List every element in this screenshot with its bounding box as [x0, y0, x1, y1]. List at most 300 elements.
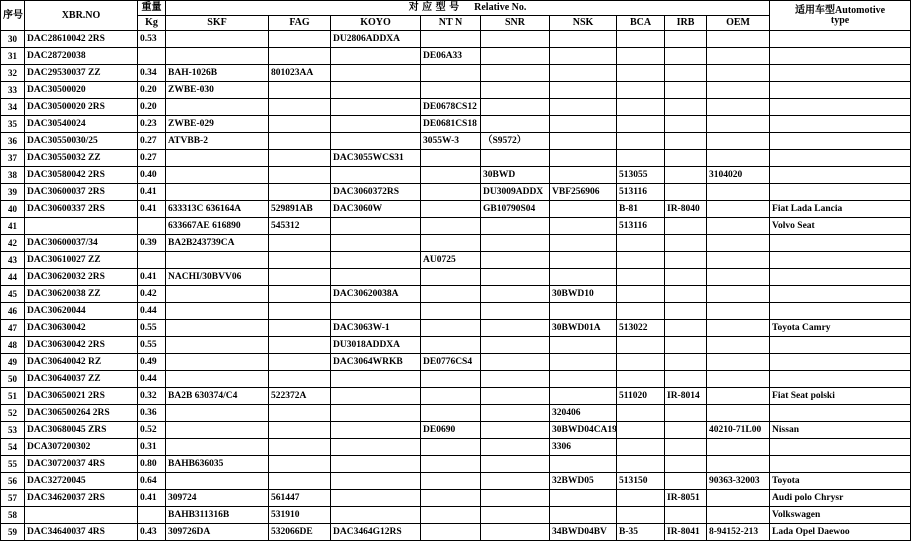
cell-koyo: DU2806ADDXA	[331, 31, 421, 48]
cell-kg: 0.41	[138, 269, 166, 286]
cell-bca	[617, 48, 665, 65]
cell-koyo	[331, 371, 421, 388]
cell-skf	[166, 99, 269, 116]
cell-skf	[166, 320, 269, 337]
cell-xbr: DAC30640042 RZ	[25, 354, 138, 371]
cell-no: 33	[1, 82, 25, 99]
cell-ntn	[421, 82, 481, 99]
cell-nsk	[550, 235, 617, 252]
cell-nsk	[550, 354, 617, 371]
cell-bca	[617, 286, 665, 303]
cell-kg	[138, 252, 166, 269]
cell-skf: 633667AE 616890	[166, 218, 269, 235]
cell-fag	[269, 354, 331, 371]
cell-snr	[481, 405, 550, 422]
cell-kg	[138, 48, 166, 65]
cell-bca	[617, 116, 665, 133]
cell-fag	[269, 269, 331, 286]
cell-oem	[707, 65, 770, 82]
cell-oem	[707, 371, 770, 388]
cell-type	[770, 286, 911, 303]
cell-oem	[707, 218, 770, 235]
cell-bca	[617, 252, 665, 269]
cell-ntn	[421, 269, 481, 286]
brand-header-fag: FAG	[269, 16, 331, 31]
cell-bca: B-35	[617, 524, 665, 541]
cell-snr	[481, 490, 550, 507]
cell-bca: 513055	[617, 167, 665, 184]
cell-nsk	[550, 82, 617, 99]
cell-skf	[166, 371, 269, 388]
cell-irb	[665, 337, 707, 354]
cell-kg: 0.44	[138, 371, 166, 388]
cell-snr: （S9572）	[481, 133, 550, 150]
table-row	[1, 48, 911, 65]
cell-skf	[166, 439, 269, 456]
cell-xbr: DAC30600337 2RS	[25, 201, 138, 218]
cell-snr	[481, 235, 550, 252]
cell-kg: 0.20	[138, 99, 166, 116]
table-row	[1, 524, 911, 541]
cell-irb	[665, 133, 707, 150]
cell-no: 50	[1, 371, 25, 388]
cell-nsk	[550, 507, 617, 524]
cell-skf: ZWBE-030	[166, 82, 269, 99]
cell-irb: IR-8040	[665, 201, 707, 218]
cell-xbr: DAC34620037 2RS	[25, 490, 138, 507]
cell-irb	[665, 65, 707, 82]
cell-type	[770, 235, 911, 252]
cell-bca	[617, 371, 665, 388]
cell-oem	[707, 388, 770, 405]
cell-snr	[481, 65, 550, 82]
cell-no: 46	[1, 303, 25, 320]
cell-bca	[617, 65, 665, 82]
table-row	[1, 388, 911, 405]
cell-type	[770, 99, 911, 116]
cell-nsk	[550, 99, 617, 116]
cell-snr	[481, 524, 550, 541]
cell-no: 44	[1, 269, 25, 286]
cell-snr: DU3009ADDX	[481, 184, 550, 201]
cell-ntn	[421, 371, 481, 388]
cell-ntn	[421, 31, 481, 48]
table-row	[1, 405, 911, 422]
cell-no: 58	[1, 507, 25, 524]
cell-bca: 511020	[617, 388, 665, 405]
cell-oem	[707, 507, 770, 524]
cell-fag	[269, 252, 331, 269]
cell-skf	[166, 405, 269, 422]
cell-skf	[166, 473, 269, 490]
cell-no: 40	[1, 201, 25, 218]
table-row	[1, 286, 911, 303]
cell-irb	[665, 167, 707, 184]
cell-fag: 532066DE	[269, 524, 331, 541]
cell-type	[770, 116, 911, 133]
cell-nsk: 320406	[550, 405, 617, 422]
table-row	[1, 269, 911, 286]
table-row	[1, 456, 911, 473]
type-header: 适用车型Automotive type	[770, 1, 911, 31]
cell-ntn: DE0690	[421, 422, 481, 439]
cell-irb: IR-8051	[665, 490, 707, 507]
cell-koyo: DAC3060372RS	[331, 184, 421, 201]
cell-no: 55	[1, 456, 25, 473]
cell-koyo	[331, 99, 421, 116]
cell-skf: 633313C 636164A	[166, 201, 269, 218]
table-row	[1, 218, 911, 235]
table-row	[1, 201, 911, 218]
cell-type: Lada Opel Daewoo	[770, 524, 911, 541]
cell-skf	[166, 354, 269, 371]
cell-ntn: 3055W-3	[421, 133, 481, 150]
cell-type	[770, 405, 911, 422]
cell-bca	[617, 422, 665, 439]
cell-no: 47	[1, 320, 25, 337]
cell-xbr: DCA307200302	[25, 439, 138, 456]
cell-fag	[269, 473, 331, 490]
cell-kg: 0.41	[138, 184, 166, 201]
cell-nsk	[550, 48, 617, 65]
cell-type: Fiat Lada Lancia	[770, 201, 911, 218]
cell-type	[770, 354, 911, 371]
cell-oem	[707, 235, 770, 252]
cell-ntn	[421, 286, 481, 303]
cell-no: 49	[1, 354, 25, 371]
cell-irb	[665, 286, 707, 303]
cell-koyo	[331, 48, 421, 65]
cell-xbr: DAC30580042 2RS	[25, 167, 138, 184]
cell-irb	[665, 507, 707, 524]
weight-unit-header: Kg	[138, 16, 166, 31]
cell-bca	[617, 99, 665, 116]
cell-xbr: DAC30640037 ZZ	[25, 371, 138, 388]
cell-oem	[707, 150, 770, 167]
cell-oem: 40210-71L00	[707, 422, 770, 439]
cell-oem	[707, 303, 770, 320]
cell-oem	[707, 99, 770, 116]
cell-ntn	[421, 456, 481, 473]
cell-type	[770, 252, 911, 269]
cell-xbr: DAC30550030/25	[25, 133, 138, 150]
cell-xbr: DAC30610027 ZZ	[25, 252, 138, 269]
cell-koyo	[331, 167, 421, 184]
cell-oem	[707, 31, 770, 48]
cell-koyo	[331, 269, 421, 286]
cell-ntn	[421, 337, 481, 354]
cell-xbr: DAC34640037 4RS	[25, 524, 138, 541]
cell-type	[770, 65, 911, 82]
cell-no: 35	[1, 116, 25, 133]
cell-oem	[707, 201, 770, 218]
cell-ntn	[421, 65, 481, 82]
cell-nsk	[550, 167, 617, 184]
cell-fag: 529891AB	[269, 201, 331, 218]
cell-fag	[269, 320, 331, 337]
cell-kg: 0.40	[138, 167, 166, 184]
cell-ntn	[421, 218, 481, 235]
cell-type	[770, 82, 911, 99]
cell-irb	[665, 116, 707, 133]
cell-irb	[665, 48, 707, 65]
table-row	[1, 337, 911, 354]
cell-oem: 3104020	[707, 167, 770, 184]
cell-bca	[617, 303, 665, 320]
table-body	[1, 31, 911, 541]
cell-xbr: DAC30630042 2RS	[25, 337, 138, 354]
cell-ntn	[421, 473, 481, 490]
cell-bca	[617, 354, 665, 371]
cell-snr	[481, 422, 550, 439]
cell-xbr: DAC30680045 ZRS	[25, 422, 138, 439]
cell-irb	[665, 269, 707, 286]
cell-kg	[138, 507, 166, 524]
cell-skf	[166, 252, 269, 269]
cell-koyo	[331, 456, 421, 473]
cell-fag	[269, 456, 331, 473]
cell-ntn: DE0776CS4	[421, 354, 481, 371]
cell-irb	[665, 422, 707, 439]
cell-type	[770, 48, 911, 65]
cell-snr	[481, 439, 550, 456]
cell-fag	[269, 82, 331, 99]
cell-snr	[481, 150, 550, 167]
cell-kg: 0.49	[138, 354, 166, 371]
cell-oem	[707, 354, 770, 371]
cell-skf	[166, 48, 269, 65]
cell-no: 56	[1, 473, 25, 490]
cell-oem	[707, 337, 770, 354]
cell-koyo	[331, 507, 421, 524]
cell-xbr: DAC30620044	[25, 303, 138, 320]
cell-fag	[269, 167, 331, 184]
cell-fag	[269, 235, 331, 252]
cell-fag: 561447	[269, 490, 331, 507]
cell-xbr: DAC30550032 ZZ	[25, 150, 138, 167]
cell-xbr: DAC28610042 2RS	[25, 31, 138, 48]
cell-ntn	[421, 167, 481, 184]
table-row	[1, 320, 911, 337]
cell-koyo: DAC3063W-1	[331, 320, 421, 337]
cell-no: 37	[1, 150, 25, 167]
cell-no: 43	[1, 252, 25, 269]
cell-xbr: DAC29530037 ZZ	[25, 65, 138, 82]
cell-fag	[269, 150, 331, 167]
cell-ntn	[421, 405, 481, 422]
cell-nsk	[550, 31, 617, 48]
cell-xbr	[25, 507, 138, 524]
brand-header-ntn: NT N	[421, 16, 481, 31]
cell-nsk	[550, 269, 617, 286]
cell-nsk	[550, 218, 617, 235]
cell-oem	[707, 252, 770, 269]
brand-header-koyo: KOYO	[331, 16, 421, 31]
cell-nsk	[550, 150, 617, 167]
cell-fag: 531910	[269, 507, 331, 524]
cell-fag: 545312	[269, 218, 331, 235]
cell-kg: 0.55	[138, 320, 166, 337]
cell-fag: 801023AA	[269, 65, 331, 82]
cell-bca	[617, 269, 665, 286]
cell-snr	[481, 456, 550, 473]
cell-ntn	[421, 303, 481, 320]
table-row	[1, 184, 911, 201]
cell-irb	[665, 320, 707, 337]
table-row	[1, 99, 911, 116]
cell-nsk	[550, 133, 617, 150]
cell-oem	[707, 439, 770, 456]
cell-fag	[269, 286, 331, 303]
cell-snr	[481, 337, 550, 354]
cell-koyo: DAC3060W	[331, 201, 421, 218]
cell-type: Nissan	[770, 422, 911, 439]
cell-kg: 0.36	[138, 405, 166, 422]
cell-no: 42	[1, 235, 25, 252]
cell-snr	[481, 354, 550, 371]
cell-koyo: DAC3464G12RS	[331, 524, 421, 541]
table-row	[1, 303, 911, 320]
cell-type	[770, 31, 911, 48]
cell-bca	[617, 439, 665, 456]
cell-xbr: DAC30600037 2RS	[25, 184, 138, 201]
cell-snr	[481, 507, 550, 524]
cell-skf	[166, 184, 269, 201]
cell-type	[770, 371, 911, 388]
cell-type: Audi polo Chrysr	[770, 490, 911, 507]
cell-nsk: 34BWD04BV	[550, 524, 617, 541]
cell-ntn: DE0678CS12	[421, 99, 481, 116]
cell-no: 51	[1, 388, 25, 405]
cell-xbr: DAC30650021 2RS	[25, 388, 138, 405]
cell-irb	[665, 303, 707, 320]
cell-snr	[481, 371, 550, 388]
cell-ntn	[421, 439, 481, 456]
cell-xbr	[25, 218, 138, 235]
cell-kg: 0.80	[138, 456, 166, 473]
cell-irb	[665, 82, 707, 99]
table-row	[1, 252, 911, 269]
cell-snr	[481, 82, 550, 99]
cell-oem	[707, 116, 770, 133]
cell-nsk: VBF256906	[550, 184, 617, 201]
cell-bca	[617, 337, 665, 354]
cell-nsk	[550, 371, 617, 388]
cell-bca: B-81	[617, 201, 665, 218]
table-row	[1, 31, 911, 48]
table-row	[1, 507, 911, 524]
brand-header-bca: BCA	[617, 16, 665, 31]
cell-bca	[617, 490, 665, 507]
cell-xbr: DAC306500264 2RS	[25, 405, 138, 422]
cell-fag	[269, 116, 331, 133]
cell-skf	[166, 31, 269, 48]
cell-xbr: DAC30540024	[25, 116, 138, 133]
cell-nsk	[550, 303, 617, 320]
cell-irb	[665, 354, 707, 371]
cell-no: 34	[1, 99, 25, 116]
cell-skf: BAHB311316B	[166, 507, 269, 524]
brand-header-nsk: NSK	[550, 16, 617, 31]
cell-ntn: DE0681CS18	[421, 116, 481, 133]
cell-nsk	[550, 65, 617, 82]
cell-no: 30	[1, 31, 25, 48]
cell-snr: GB10790S04	[481, 201, 550, 218]
weight-header: 重量	[138, 1, 166, 16]
cell-koyo	[331, 405, 421, 422]
cell-skf	[166, 150, 269, 167]
relative-no-header	[166, 1, 770, 16]
cell-ntn	[421, 184, 481, 201]
cell-type	[770, 184, 911, 201]
cell-fag	[269, 48, 331, 65]
cell-oem	[707, 456, 770, 473]
cell-kg: 0.42	[138, 286, 166, 303]
cell-no: 52	[1, 405, 25, 422]
cell-koyo	[331, 65, 421, 82]
cell-kg: 0.44	[138, 303, 166, 320]
cell-xbr: DAC30600037/34	[25, 235, 138, 252]
table-row	[1, 490, 911, 507]
cell-snr	[481, 252, 550, 269]
cell-oem	[707, 82, 770, 99]
cell-koyo	[331, 252, 421, 269]
cell-kg: 0.34	[138, 65, 166, 82]
cell-no: 39	[1, 184, 25, 201]
cell-ntn: AU0725	[421, 252, 481, 269]
brand-header-snr: SNR	[481, 16, 550, 31]
table-row	[1, 354, 911, 371]
cell-nsk	[550, 116, 617, 133]
cell-koyo: DU3018ADDXA	[331, 337, 421, 354]
cell-irb	[665, 439, 707, 456]
cell-snr	[481, 286, 550, 303]
table-row	[1, 235, 911, 252]
table-row	[1, 371, 911, 388]
cell-no: 45	[1, 286, 25, 303]
cell-fag	[269, 337, 331, 354]
cell-skf: BA2B243739CA	[166, 235, 269, 252]
cell-nsk: 30BWD04CA19	[550, 422, 617, 439]
cell-koyo	[331, 218, 421, 235]
cell-kg: 0.39	[138, 235, 166, 252]
table-row	[1, 422, 911, 439]
table-row	[1, 473, 911, 490]
cell-ntn	[421, 524, 481, 541]
cell-type	[770, 269, 911, 286]
cell-no: 59	[1, 524, 25, 541]
cell-skf: NACHI/30BVV06	[166, 269, 269, 286]
cell-fag	[269, 303, 331, 320]
cell-snr	[481, 116, 550, 133]
cell-koyo	[331, 235, 421, 252]
cell-bca	[617, 235, 665, 252]
cell-skf: BAHB636035	[166, 456, 269, 473]
cell-xbr: DAC30620032 2RS	[25, 269, 138, 286]
cell-no: 32	[1, 65, 25, 82]
cell-ntn	[421, 490, 481, 507]
cell-ntn	[421, 388, 481, 405]
cell-fag: 522372A	[269, 388, 331, 405]
cell-oem: 8-94152-213	[707, 524, 770, 541]
cell-irb	[665, 31, 707, 48]
cell-ntn	[421, 201, 481, 218]
cell-xbr: DAC32720045	[25, 473, 138, 490]
cell-koyo	[331, 116, 421, 133]
cell-skf: BAH-1026B	[166, 65, 269, 82]
cell-ntn: DE06A33	[421, 48, 481, 65]
cell-koyo: DAC30620038A	[331, 286, 421, 303]
